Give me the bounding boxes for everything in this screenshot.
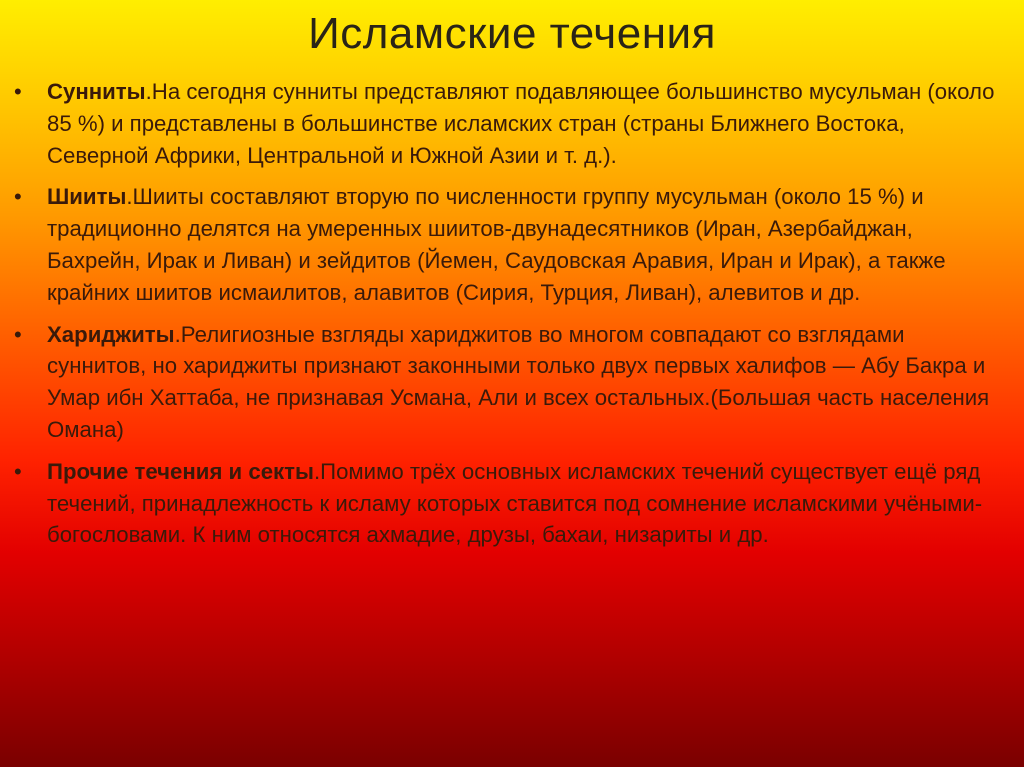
bullet-icon: • xyxy=(14,184,22,210)
bullet-term: Сунниты xyxy=(47,79,146,104)
bullet-icon: • xyxy=(14,321,22,347)
bullet-term: Хариджиты xyxy=(47,321,175,347)
bullet-item-kharijites xyxy=(14,319,1008,446)
bullet-text: .Шииты составляют вторую по численности группу мусульман (около 15 %) и традиционно делятся на умеренных шиитов-двунадесятников (Иран, Азербайджан, Бахрейн, Ирак и Ливан) и зейдитов (Йемен, Саудовская Аравия, Иран и Ирак), а также крайних шиитов исмаилитов, алавитов (Сирия, Турция, Ливан), алевитов и др. xyxy=(47,184,946,305)
slide-title: Исламские течения xyxy=(308,9,716,58)
bullet-item-other-sects xyxy=(14,456,1008,551)
bullet-text: .На сегодня сунниты представляют подавляющее большинство мусульман (около 85 %) и представлены в большинстве исламских стран (страны Ближнего Востока, Северной Африки, Центральной и Южной Азии и т. д.). xyxy=(47,79,995,168)
bullet-item-shias xyxy=(14,181,1008,308)
bullet-text: .Религиозные взгляды хариджитов во многом совпадают со взглядами суннитов, но хариджиты признают законными только двух первых халифов — Абу Бакра и Умар ибн Хаттаба, не признавая Усмана, Али и всех остальных.(Большая часть населения Омана) xyxy=(47,321,990,442)
bullet-list xyxy=(14,76,1008,561)
bullet-text: .Помимо трёх основных исламских течений существует ещё ряд течений, принадлежность к исламу которых ставится под сомнение исламскими учёными-богословами. К ним относятся ахмадие, друзы, бахаи, низариты и др. xyxy=(47,458,983,548)
bullet-icon: • xyxy=(14,458,22,484)
bullet-icon: • xyxy=(14,79,22,104)
bullet-term: Прочие течения и секты xyxy=(47,458,314,484)
bullet-term: Шииты xyxy=(47,184,127,210)
bullet-item-sunnis xyxy=(14,76,1008,171)
